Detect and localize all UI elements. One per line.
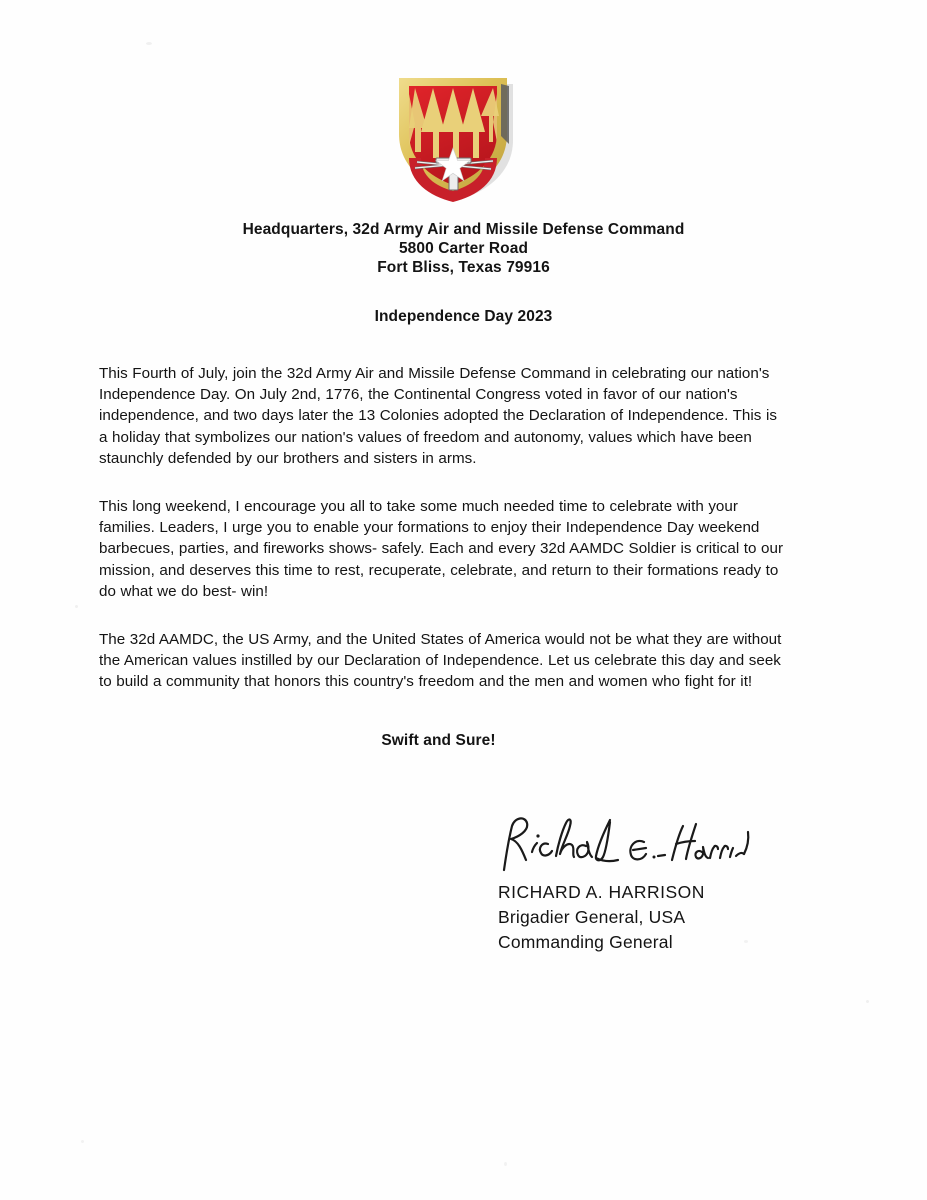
letterhead (0, 220, 927, 277)
scan-speck (81, 1140, 84, 1143)
signature-block (498, 812, 828, 955)
paragraph-1: This Fourth of July, join the 32d Army Air and Missile Defense Command in celebrating our nation's Independence Day. On July 2nd, 1776, the Continental Congress voted in favor of our nation's independence, and two days later the 13 Colonies adopted the Declaration of Independence. This is a holiday that symbolizes our nation's values of freedom and autonomy, values which have been staunchly defended by our brothers and sisters in arms. (99, 365, 777, 467)
unit-motto: Swift and Sure! (381, 732, 496, 749)
paragraph-2: This long weekend, I encourage you all to take some much needed time to celebrate with your families. Leaders, I urge you to enable your formations to enjoy their Independence Day weekend barbecues, parties, and fireworks shows- safely. Each and every 32d AAMDC Soldier is critical to our mission, and deserves this time to rest, recuperate, celebrate, and return to their formations ready to do what we do best- win! (99, 498, 784, 600)
signature-text-lines (498, 880, 828, 955)
scan-speck (866, 1000, 869, 1003)
paragraph-3: The 32d AAMDC, the US Army, and the United States of America would not be what they are without the American values instilled by our Declaration of Independence. Let us celebrate this day and seek to build a community that honors this country's freedom and the men and women who fight for it! (99, 631, 782, 691)
insignia-container (0, 72, 927, 204)
subject-line: Independence Day 2023 (374, 308, 553, 325)
letterhead-line-2: 5800 Carter Road (398, 240, 529, 257)
handwritten-signature (492, 812, 752, 882)
letterhead-line-1: Headquarters, 32d Army Air and Missile Defense Command (242, 221, 685, 238)
signer-title: Commanding General (498, 932, 673, 952)
signer-rank: Brigadier General, USA (498, 907, 686, 927)
letterhead-line-3: Fort Bliss, Texas 79916 (377, 259, 550, 276)
scan-speck (504, 1162, 507, 1166)
letter-body (99, 363, 789, 693)
scan-speck (75, 605, 78, 608)
unit-insignia-icon (389, 72, 539, 204)
scan-speck (146, 42, 152, 45)
signer-name: RICHARD A. HARRISON (498, 882, 705, 902)
